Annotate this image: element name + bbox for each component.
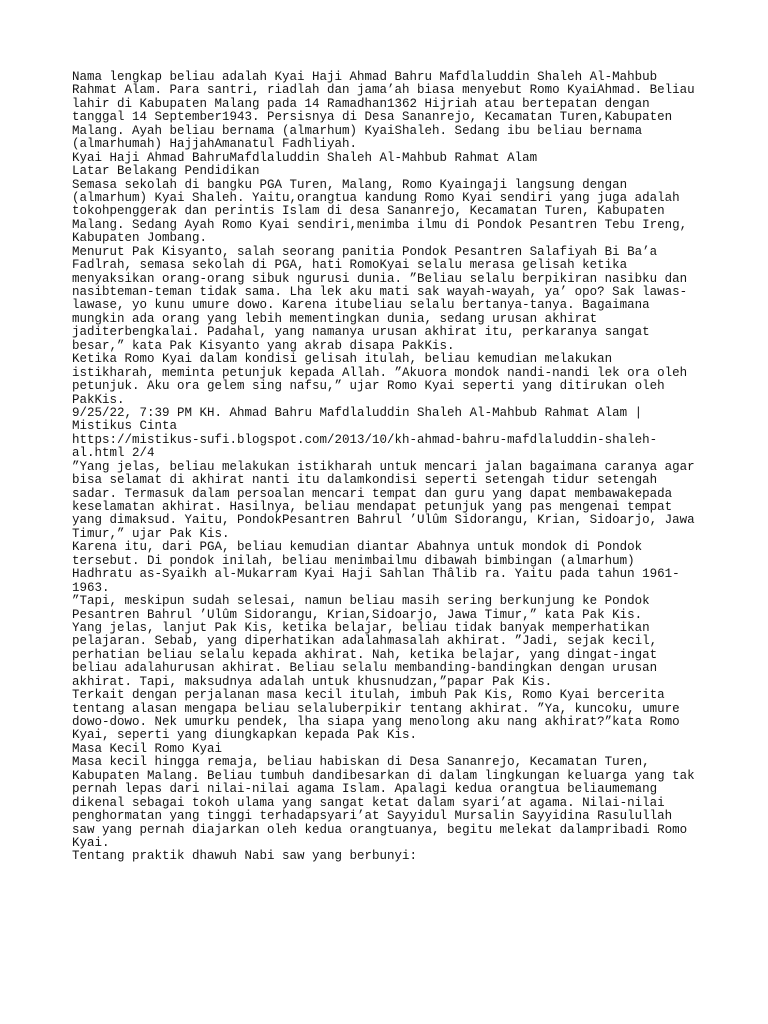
text-line: sadar. Termasuk dalam persoalan mencari tempat dan guru yang dapat membawakepada [72,486,673,501]
text-line: saw yang pernah diajarkan oleh kedua orangtuanya, begitu melekat dalampribadi Romo [72,822,688,837]
text-line: Menurut Pak Kisyanto, salah seorang panitia Pondok Pesantren Salafiyah Bi Ba’a [72,244,658,259]
text-line: perhatian beliau selalu kepada akhirat. Nah, ketika belajar, yang dingat-ingat [72,647,658,662]
text-line: Pesantren Bahrul ’Ulûm Sidorangu, Krian,Sidoarjo, Jawa Timur,” kata Pak Kis. [72,607,643,622]
text-line: Fadlrah, semasa sekolah di PGA, hati RomoKyai selalu merasa gelisah ketika [72,258,628,273]
text-line: ”Tapi, meskipun sudah selesai, namun beliau masih sering berkunjung ke Pondok [72,594,650,609]
text-line: Tentang praktik dhawuh Nabi saw yang berbunyi: [72,849,418,864]
text-line: tersebut. Di pondok inilah, beliau menimbailmu dibawah bimbingan (almarhum) [72,553,635,568]
text-line: lawase, yo kunu umure dowo. Karena itubeliau selalu bertanya-tanya. Bagaimana [72,298,650,313]
text-line: lahir di Kabupaten Malang pada 14 Ramadhan1362 Hijriah atau bertepatan dengan [72,96,650,111]
text-line: Hadhratu as-Syaikh al-Mukarram Kyai Haji Sahlan Thâlib ra. Yaitu pada tahun 1961- [72,567,680,582]
text-line: Ketika Romo Kyai dalam kondisi gelisah itulah, beliau kemudian melakukan [72,352,613,367]
text-line: Mistikus Cinta [72,419,178,434]
text-line: Kyai, seperti yang diungkapkan kepada Pak Kis. [72,728,418,743]
text-line: dowo-dowo. Nek umurku pendek, lha siapa yang menolong aku nang akhirat?”kata Romo [72,715,680,729]
text-line: bisa selamat di akhirat nanti itu dalamkondisi seperti setengah tidur setengah [72,473,658,488]
text-line: akhirat. Tapi, maksudnya adalah untuk khusnudzan,”papar Pak Kis. [72,674,553,689]
text-line: dikenal sebagai tokoh ulama yang sangat ketat dalam syari’at agama. Nilai-nilai [72,795,665,810]
text-line: tokohpenggerak dan perintis Islam di desa Sananrejo, Kecamatan Turen, Kabupaten [72,204,665,219]
text-line: Yang jelas, lanjut Pak Kis, ketika belajar, beliau tidak banyak memperhatikan [72,620,650,635]
text-line: istikharah, meminta petunjuk kepada Allah. ”Akuora mondok nandi-nandi lek ora oleh [72,365,688,380]
text-line: PakKis. [72,392,125,407]
text-line: yang dimaksud. Yaitu, PondokPesantren Bahrul ’Ulûm Sidorangu, Krian, Sidoarjo, Jawa [72,513,695,528]
text-line: (almarhumah) HajjahAmanatul Fadhliyah. [72,137,358,152]
text-line: Terkait dengan perjalanan masa kecil itulah, imbuh Pak Kis, Romo Kyai bercerita [72,688,665,703]
text-line: mungkin ada orang yang lebih mementingkan dunia, sedang urusan akhirat [72,311,598,326]
text-line: Kyai. [72,835,110,850]
text-line: Latar Belakang Pendidikan [72,164,260,179]
text-line: pelajaran. Sebab, yang diperhatikan adalahmasalah akhirat. ”Jadi, sejak kecil, [72,634,658,649]
document-page [72,71,712,864]
text-line: al.html 2/4 [72,446,155,461]
text-line: 1963. [72,580,110,595]
text-line: Kabupaten Jombang. [72,231,208,246]
text-line: keselamatan akhirat. Hasilnya, beliau mendapat petunjuk yang pas mengenai tempat [72,500,673,514]
text-line: penghormatan yang tinggi terhadapsyari’at Sayyidul Mursalin Sayyidina Rasulullah [72,809,673,824]
text-line: Kyai Haji Ahmad BahruMafdlaluddin Shaleh Al-Mahbub Rahmat Alam [72,150,538,165]
text-line: Kabupaten Malang. Beliau tumbuh dandibesarkan di dalam lingkungan keluarga yang tak [72,768,695,783]
text-line: Semasa sekolah di bangku PGA Turen, Malang, Romo Kyaingaji langsung dengan [72,177,628,192]
text-line: Malang. Ayah beliau bernama (almarhum) KyaiShaleh. Sedang ibu beliau bernama [72,123,643,138]
text-line: tentang alasan mengapa beliau selaluberpikir tentang akhirat. ”Ya, kuncoku, umure [72,701,680,716]
text-line: Karena itu, dari PGA, beliau kemudian diantar Abahnya untuk mondok di Pondok [72,540,643,555]
text-line: Nama lengkap beliau adalah Kyai Haji Ahmad Bahru Mafdlaluddin Shaleh Al-Mahbub [72,70,658,84]
text-line: nasibteman-teman tidak sama. Lha lek aku mati sak wayah-wayah, ya’ opo? Sak lawas- [72,285,688,299]
text-line: petunjuk. Aku ora gelem sing nafsu,” ujar Romo Kyai seperti yang ditirukan oleh [72,379,665,394]
text-line: Masa Kecil Romo Kyai [72,741,223,756]
text-line: Rahmat Alam. Para santri, riadlah dan jama’ah biasa menyebut Romo KyaiAhmad. Beliau [72,83,695,98]
text-line: jaditerbengkalai. Padahal, yang namanya urusan akhirat itu, perkaranya sangat [72,325,650,340]
text-line: tanggal 14 September1943. Persisnya di Desa Sananrejo, Kecamatan Turen,Kabupaten [72,110,673,125]
text-line: Masa kecil hingga remaja, beliau habiskan di Desa Sananrejo, Kecamatan Turen, [72,755,650,770]
text-line: pernah lepas dari nilai-nilai agama Islam. Apalagi kedua orangtua beliaumemang [72,782,658,797]
text-line: Malang. Sedang Ayah Romo Kyai sendiri,menimba ilmu di Pondok Pesantren Tebu Ireng, [72,217,688,232]
text-line: 9/25/22, 7:39 PM KH. Ahmad Bahru Mafdlaluddin Shaleh Al-Mahbub Rahmat Alam | [72,405,643,420]
text-line: Timur,” ujar Pak Kis. [72,526,230,541]
text-line: https://mistikus-sufi.blogspot.com/2013/10/kh-ahmad-bahru-mafdlaluddin-shaleh- [72,432,658,447]
text-line: (almarhum) Kyai Shaleh. Yaitu,orangtua kandung Romo Kyai sendiri yang juga adalah [72,190,680,205]
text-line: beliau adalahurusan akhirat. Beliau selalu membanding-bandingkan dengan urusan [72,661,658,676]
text-line: besar,” kata Pak Kisyanto yang akrab disapa PakKis. [72,338,455,353]
text-line: ”Yang jelas, beliau melakukan istikharah untuk mencari jalan bagaimana caranya agar [72,459,695,474]
text-line: menyaksikan orang-orang sibuk ngurusi dunia. ”Beliau selalu berpikiran nasibku dan [72,271,688,286]
